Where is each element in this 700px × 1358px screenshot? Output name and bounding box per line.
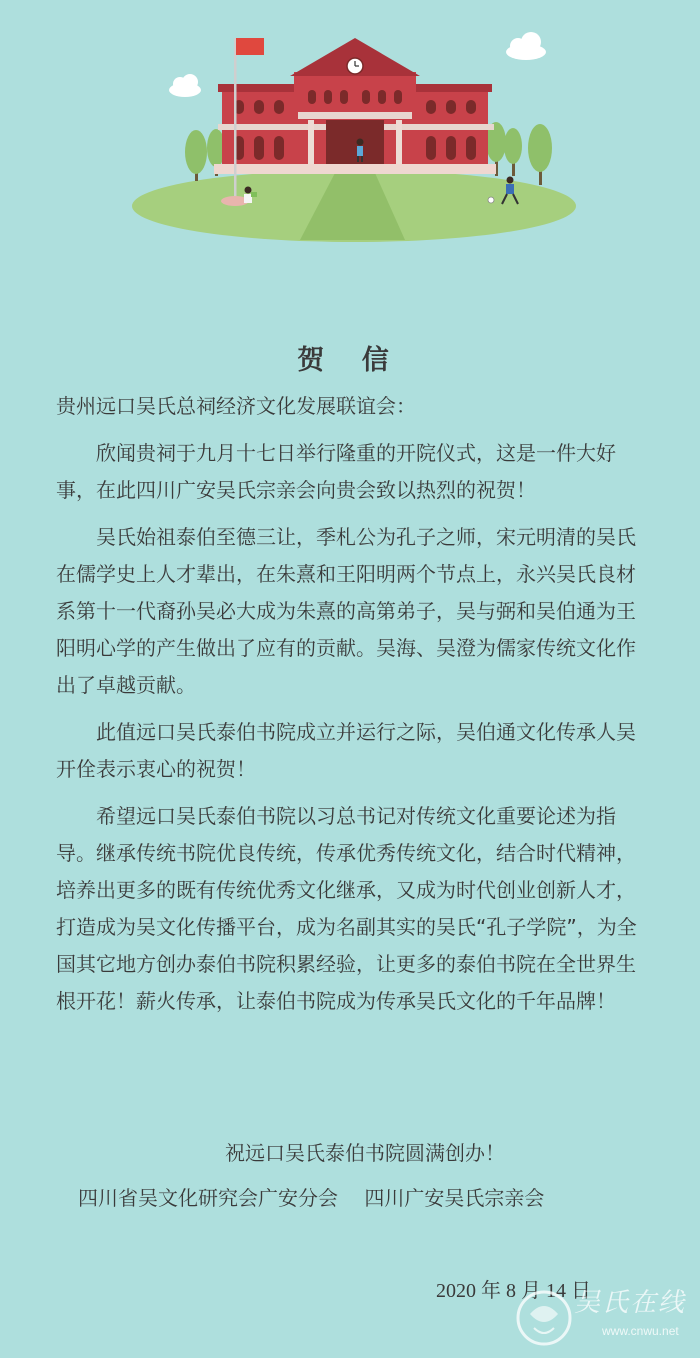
signature <box>78 1182 544 1211</box>
paragraph-academy: 此值远口吴氏泰伯书院成立并运行之际，吴伯通文化传承人吴开佺表示衷心的祝贺！ <box>56 720 636 781</box>
signatory-research-society: 四川省吴文化研究会广安分会 <box>78 1186 338 1210</box>
cloud-right-icon <box>506 32 546 60</box>
letter-title: 贺 信 <box>297 345 403 376</box>
paragraph-history: 吴氏始祖泰伯至德三让，季札公为孔子之师，宋元明清的吴氏在儒学史上人才辈出，在朱熹和王阳明两个节点上，永兴吴氏良材系第十一代裔孙吴必大成为朱熹的高第弟子，吴与弼和吴伯通为王阳明心学的产生做出了应有的贡献。吴海、吴澄为儒家传统文化作出了卓越贡献。 <box>56 525 636 697</box>
signatory-clan-association: 四川广安吴氏宗亲会 <box>364 1186 545 1210</box>
cloud-left-icon <box>169 74 201 97</box>
school-building <box>214 38 496 174</box>
paragraph-hopes: 希望远口吴氏泰伯书院以习总书记对传统文化重要论述为指导。继承传统书院优良传统，传承优秀传统文化，结合时代精神，培养出更多的既有传统优秀文化继承，又成为时代创业创新人才，打造成为吴文化传播平台，成为名副其实的吴氏“孔子学院”，为全国其它地方创办泰伯书院积累经验，让更多的泰伯书院在全世界生根开花！薪火传承，让泰伯书院成为传承吴氏文化的千年品牌！ <box>56 804 637 1013</box>
watermark <box>510 1280 700 1358</box>
letter-body <box>56 388 652 1020</box>
watermark-text: 吴氏在线 <box>574 1288 687 1318</box>
letter-date: 2020 年 8 月 14 日 <box>436 1280 591 1302</box>
closing-wish: 祝远口吴氏泰伯书院圆满创办！ <box>225 1141 505 1165</box>
watermark-logo-icon <box>510 1284 580 1354</box>
watermark-url: www.cnwu.net <box>602 1324 679 1338</box>
salutation: 贵州远口吴氏总祠经济文化发展联谊会： <box>56 394 416 418</box>
paragraph-congratulations: 欣闻贵祠于九月十七日举行隆重的开院仪式，这是一件大好事，在此四川广安吴氏宗亲会向贵会致以热烈的祝贺！ <box>56 441 616 502</box>
school-illustration <box>130 28 590 248</box>
